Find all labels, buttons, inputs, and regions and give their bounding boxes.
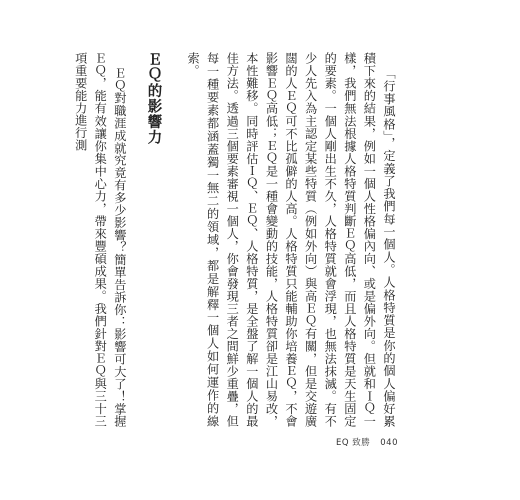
page-footer	[336, 436, 398, 448]
section-heading: ＥＱ的影響力	[145, 52, 162, 145]
body-text	[70, 52, 398, 427]
running-title: EQ 致勝	[336, 438, 371, 448]
page-number: 040	[380, 438, 398, 448]
section-eq-impact	[143, 52, 163, 427]
paragraph-personality: 「行事風格」，定義了我們每一個人。人格特質是你的個人偏好累積下來的結果，例如一個人性格偏內向、或是偏外向。但就和ＩＱ一樣，我們無法根據人格特質判斷ＥＱ高低，而且人格特質是天生固定的要素。一個人剛出生不久，人格特質就會浮現，也無法抹滅。有不少人先入為主認定某些特質（例如外向）與高ＥＱ有關，但是交遊廣闊的人ＥＱ可不比孤僻的人高。人格特質只能輔助你培養ＥＱ，不會影響ＥＱ高低；ＥＱ是一種會變動的技能，人格特質卻是江山易改，本性難移。同時評估ＩＱ、ＥＱ、人格特質，是全盤了解一個人的最佳方法。透過三個要素審視一個人，你會發現三者之間鮮少重疊，但每一種要素都涵蓋獨一無二的領域，都是解釋一個人如何運作的線索。	[186, 52, 396, 427]
paragraph-eq-impact: ＥＱ對職涯成就究竟有多少影響？簡單告訴你：影響可大了！掌握ＥＱ，能有效讓你集中心力，帶來豐碩成果。我們針對ＥＱ與三十三項重要能力進行測	[73, 52, 127, 427]
